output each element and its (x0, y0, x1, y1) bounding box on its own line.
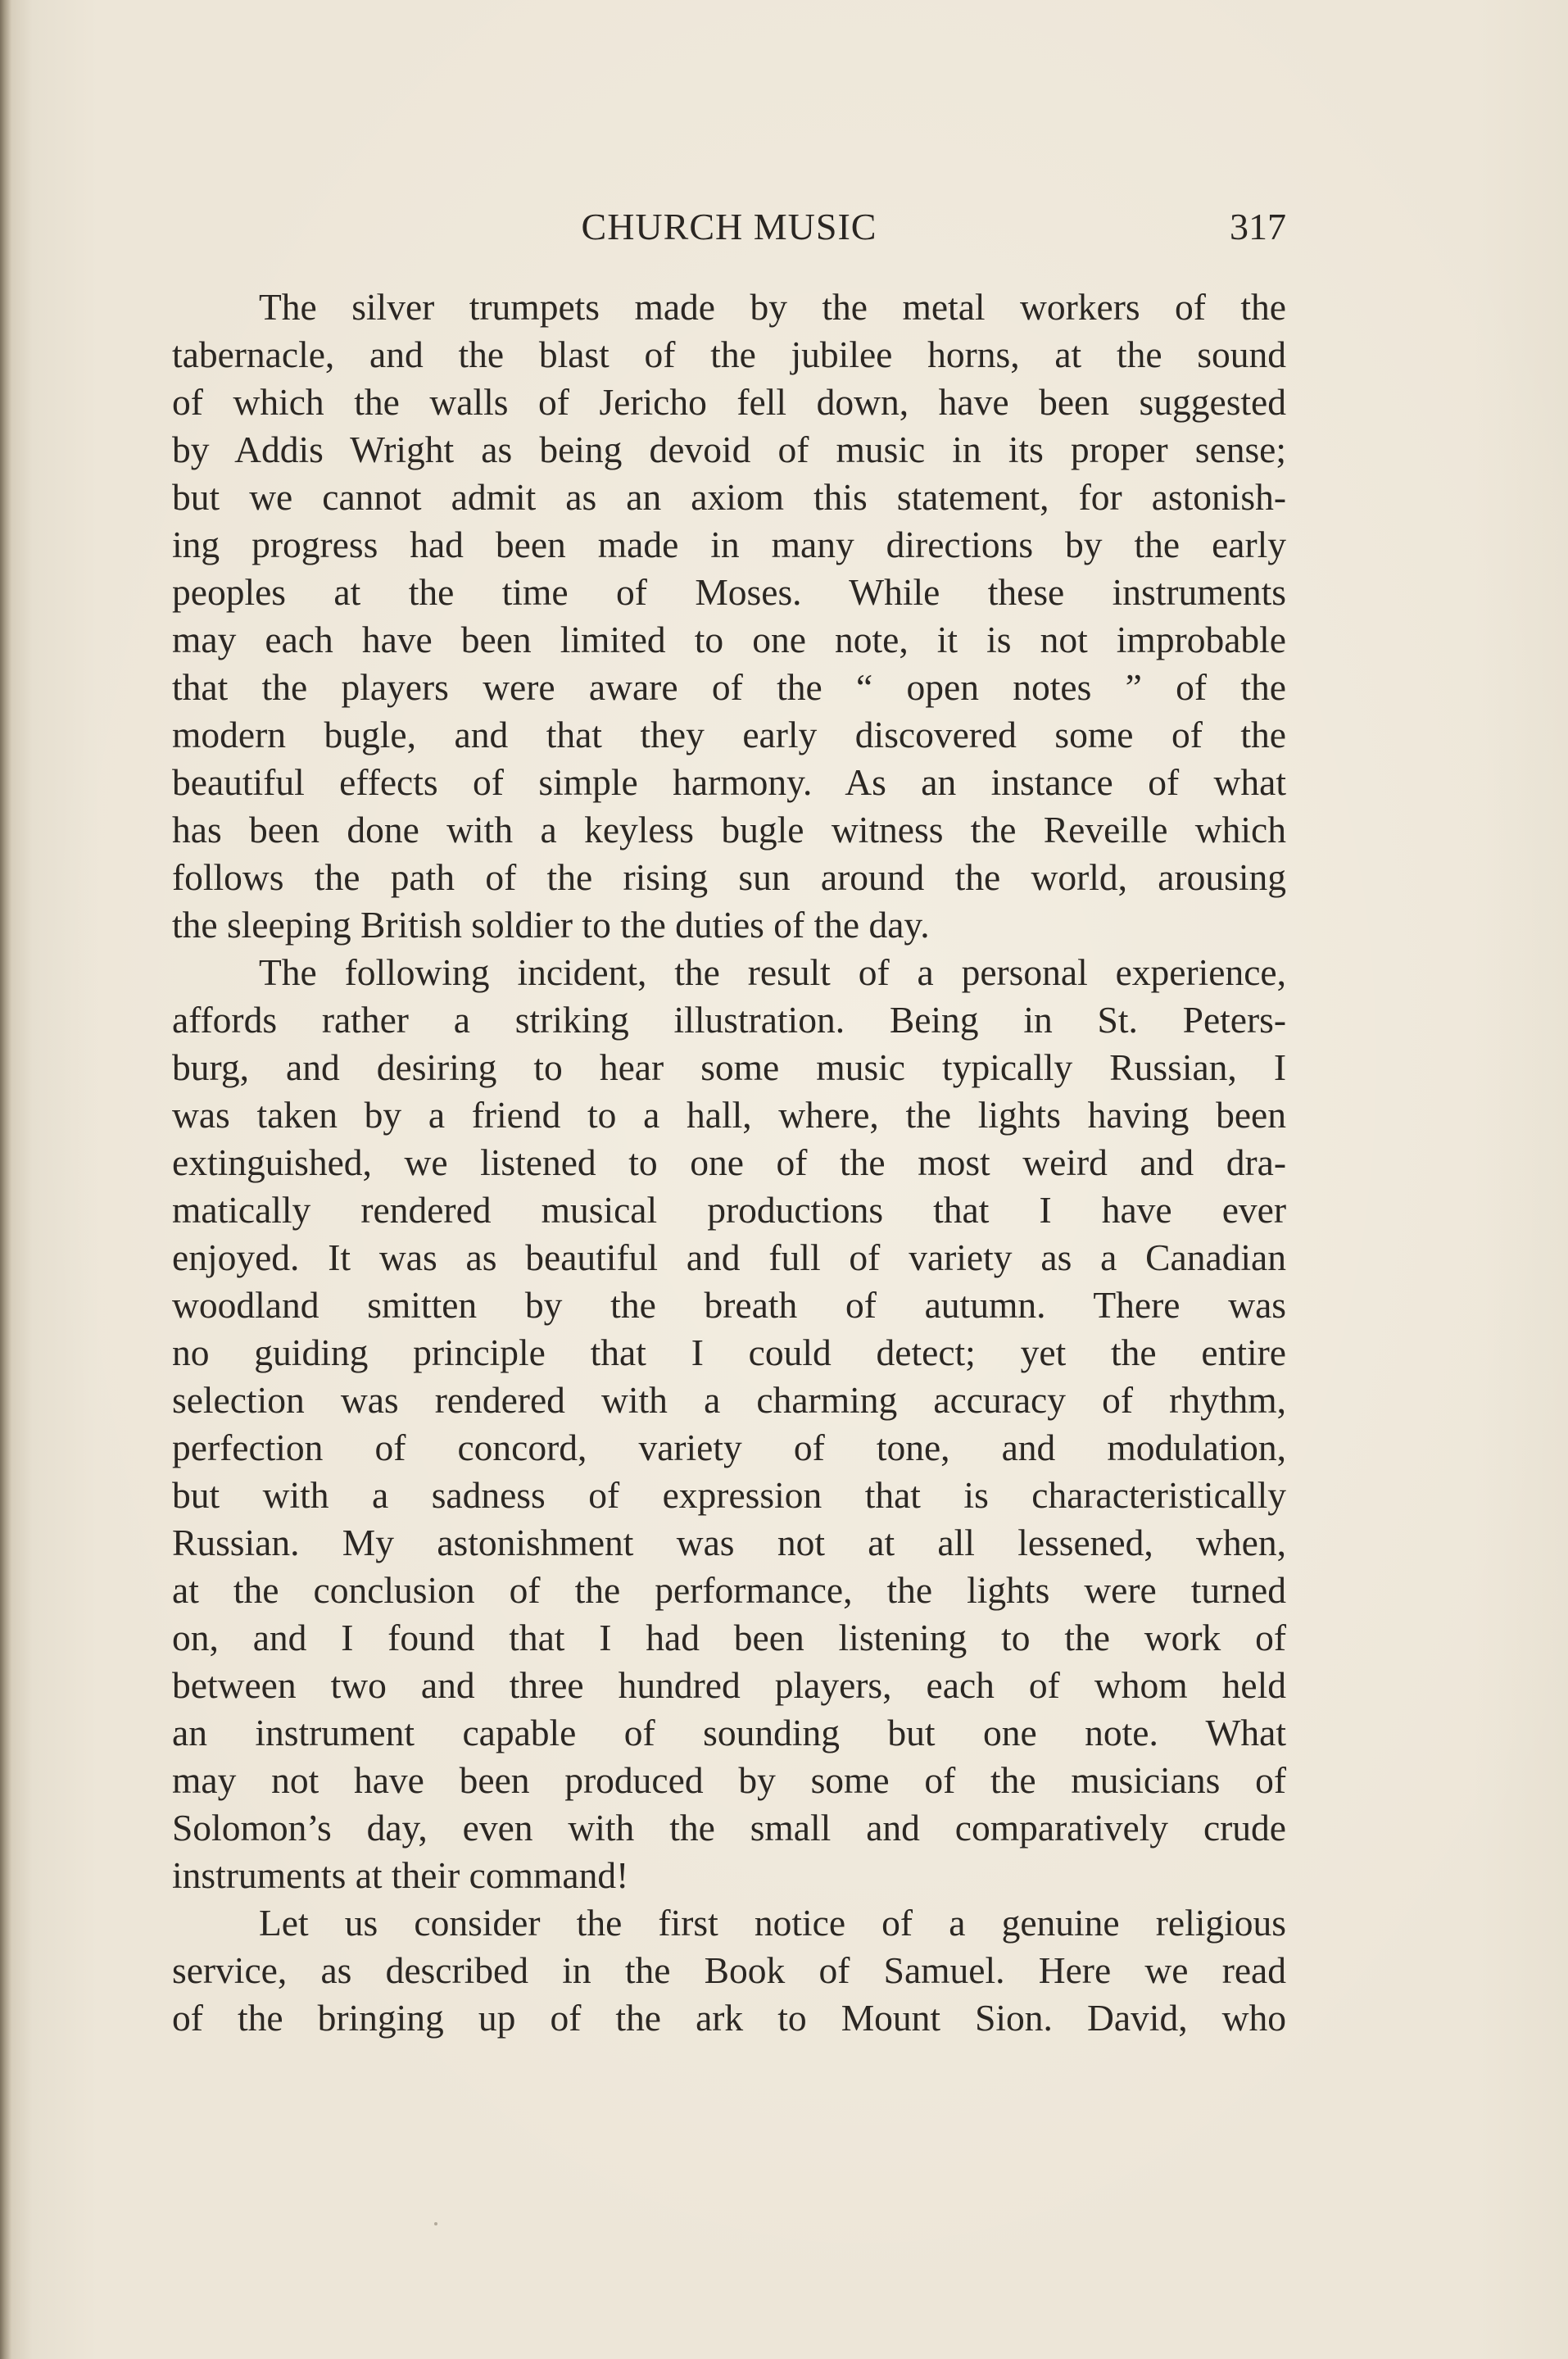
text-line: instruments at their command! (172, 1854, 629, 1896)
text-line: selection was rendered with a charming accuracy of rhythm, (172, 1379, 1286, 1421)
text-line: peoples at the time of Moses. While these instruments (172, 571, 1286, 613)
text-line: matically rendered musical productions that I have ever (172, 1189, 1286, 1231)
text-line: Russian. My astonishment was not at all lessened, when, (172, 1522, 1286, 1563)
text-line: burg, and desiring to hear some music typically Russian, I (172, 1046, 1286, 1088)
text-line: that the players were aware of the “ open notes ” of the (172, 666, 1286, 708)
text-line: was taken by a friend to a hall, where, the lights having been (172, 1094, 1286, 1136)
page-number: 317 (1230, 206, 1286, 247)
text-line: Let us consider the first notice of a genuine religious (259, 1902, 1286, 1944)
text-line: of the bringing up of the ark to Mount Sion. David, who (172, 1997, 1286, 2039)
text-line: but we cannot admit as an axiom this statement, for astonish- (172, 476, 1286, 518)
page-header (172, 205, 1286, 254)
text-line: enjoyed. It was as beautiful and full of variety as a Canadian (172, 1236, 1286, 1278)
text-line: may not have been produced by some of the musicians of (172, 1759, 1286, 1801)
text-line: extinguished, we listened to one of the most weird and dra- (172, 1141, 1286, 1183)
text-line: but with a sadness of expression that is characteristically (172, 1474, 1286, 1516)
text-line: affords rather a striking illustration. Being in St. Peters- (172, 999, 1286, 1041)
running-head: CHURCH MUSIC (581, 206, 877, 247)
text-line: on, and I found that I had been listening to the work of (172, 1617, 1286, 1658)
text-line: ing progress had been made in many directions by the early (172, 524, 1286, 565)
text-line: modern bugle, and that they early discovered some of the (172, 714, 1286, 755)
text-line: follows the path of the rising sun around the world, arousing (172, 856, 1286, 898)
page-spine-shadow (0, 0, 11, 2359)
text-line: tabernacle, and the blast of the jubilee horns, at the sound (172, 333, 1286, 375)
text-line: Solomon’s day, even with the small and comparatively crude (172, 1807, 1286, 1849)
text-line: perfection of concord, variety of tone, and modulation, (172, 1427, 1286, 1468)
text-line: an instrument capable of sounding but one note. What (172, 1712, 1286, 1753)
body-text (172, 284, 1286, 2042)
text-line: service, as described in the Book of Samuel. Here we read (172, 1949, 1286, 1991)
text-line: no guiding principle that I could detect; yet the entire (172, 1331, 1286, 1373)
text-line: The following incident, the result of a personal experience, (259, 951, 1286, 993)
text-line: woodland smitten by the breath of autumn. There was (172, 1284, 1286, 1326)
text-line: has been done with a keyless bugle witness the Reveille which (172, 809, 1286, 851)
text-line: may each have been limited to one note, it is not improbable (172, 619, 1286, 660)
text-line: by Addis Wright as being devoid of music in its proper sense; (172, 429, 1286, 470)
paper-speck (434, 2222, 437, 2225)
text-line: The silver trumpets made by the metal workers of the (259, 286, 1286, 328)
text-line: between two and three hundred players, each of whom held (172, 1664, 1286, 1706)
text-line: beautiful effects of simple harmony. As an instance of what (172, 761, 1286, 803)
text-line: the sleeping British soldier to the duties of the day. (172, 904, 930, 946)
text-line: of which the walls of Jericho fell down, have been suggested (172, 381, 1286, 423)
text-line: at the conclusion of the performance, the lights were turned (172, 1569, 1286, 1611)
